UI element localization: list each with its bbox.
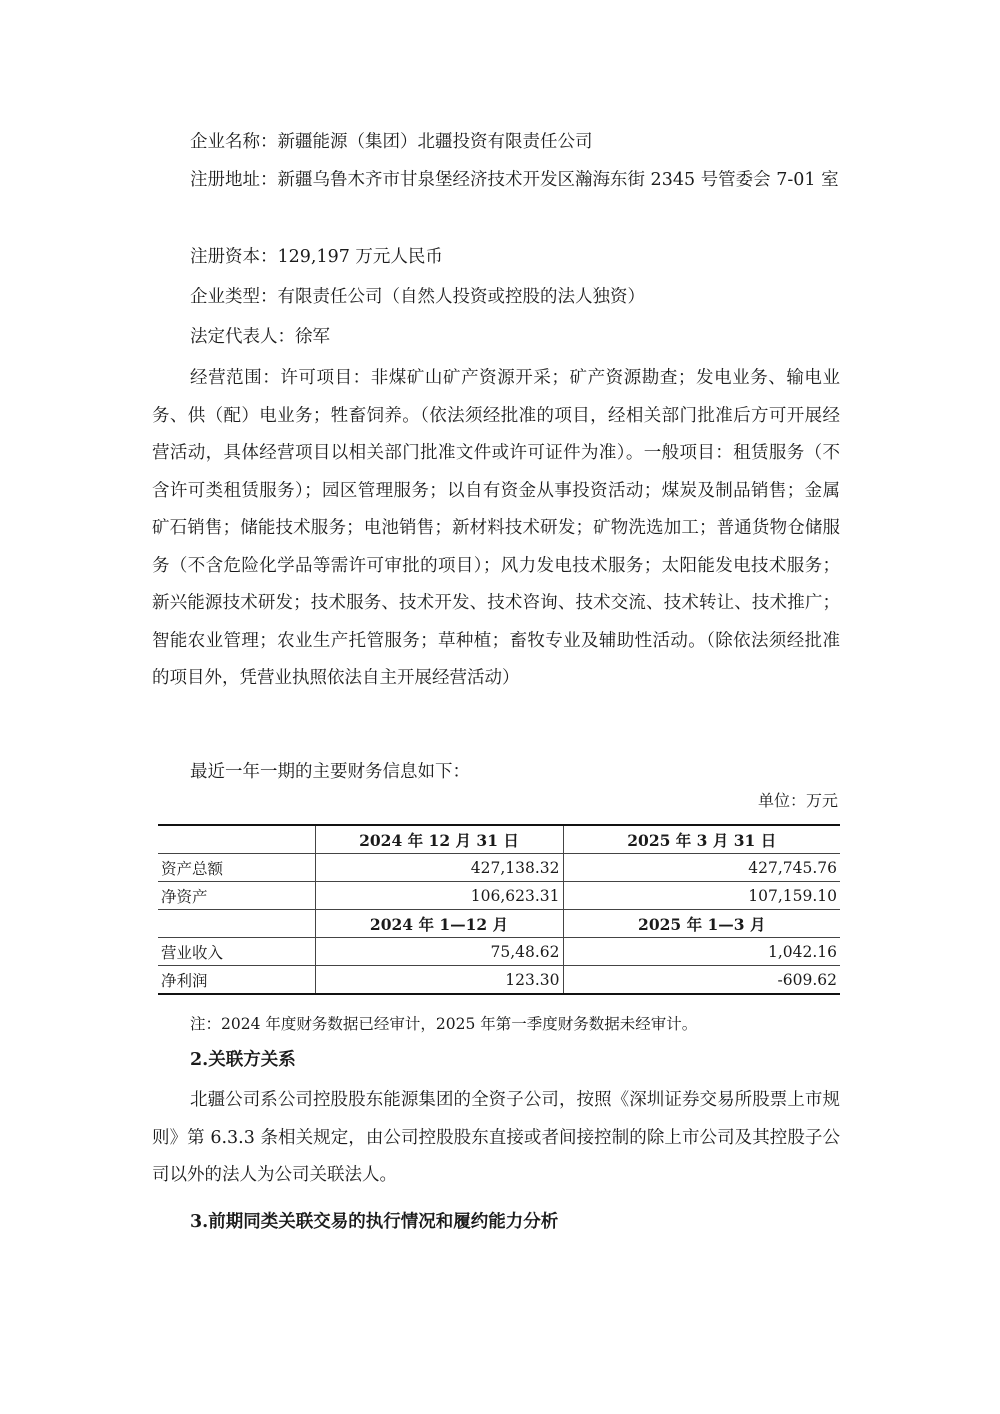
table-header-cell: 2024 年 12 月 31 日 [315,825,563,854]
section-heading-related-party: 2.关联方关系 [190,1050,296,1070]
table-header-cell: 2025 年 3 月 31 日 [563,825,840,854]
finance-intro: 最近一年一期的主要财务信息如下： [190,762,470,782]
table-row [158,966,840,995]
table-cell: 75,48.62 [315,938,563,966]
related-party-body: 北疆公司系公司控股股东能源集团的全资子公司，按照《深圳证券交易所股票上市规则》第 6.3.3 条相关规定，由公司控股股东直接或者间接控制的除上市公司及其控股子公司以外的法人为公司关联法人。 [152,1090,840,1185]
table-header-row [158,910,840,938]
legal-representative: 法定代表人：徐军 [190,327,330,347]
table-cell: 427,138.32 [315,854,563,882]
table-cell: 427,745.76 [563,854,840,882]
table-row [158,854,840,882]
table-header-blank [158,910,315,938]
row-label: 净资产 [158,882,315,910]
table-row [158,938,840,966]
unit-label: 单位：万元 [757,791,838,810]
table-cell: 1,042.16 [563,938,840,966]
financial-table [158,824,840,995]
business-scope: 经营范围：许可项目：非煤矿山矿产资源开采；矿产资源勘查；发电业务、输电业务、供（配）电业务；牲畜饲养。（依法须经批准的项目，经相关部门批准后方可开展经营活动，具体经营项目以相关部门批准文件或许可证件为准）。一般项目：租赁服务（不含许可类租赁服务）；园区管理服务；以自有资金从事投资活动；煤炭及制品销售；金属矿石销售；储能技术服务；电池销售；新材料技术研发；矿物洗选加工；普通货物仓储服务（不含危险化学品等需许可审批的项目）；风力发电技术服务；太阳能发电技术服务；新兴能源技术研发；技术服务、技术开发、技术咨询、技术交流、技术转让、技术推广；智能农业管理；农业生产托管服务；草种植；畜牧专业及辅助性活动。（除依法须经批准的项目外，凭营业执照依法自主开展经营活动） [152,368,840,688]
row-label: 资产总额 [158,854,315,882]
row-label: 营业收入 [158,938,315,966]
registered-capital: 注册资本：129,197 万元人民币 [190,247,443,267]
table-note: 注：2024 年度财务数据已经审计，2025 年第一季度财务数据未经审计。 [190,1015,698,1033]
table-header-row [158,825,840,854]
table-cell: -609.62 [563,966,840,995]
section-heading-prior-transactions: 3.前期同类关联交易的执行情况和履约能力分析 [190,1212,559,1232]
company-name: 企业名称：新疆能源（集团）北疆投资有限责任公司 [190,132,593,152]
enterprise-type: 企业类型：有限责任公司（自然人投资或控股的法人独资） [190,287,645,307]
row-label: 净利润 [158,966,315,995]
table-row [158,882,840,910]
table-header-cell: 2024 年 1—12 月 [315,910,563,938]
table-cell: 106,623.31 [315,882,563,910]
registered-address: 注册地址：新疆乌鲁木齐市甘泉堡经济技术开发区瀚海东街 2345 号管委会 7-01 室 [190,170,839,190]
table-header-cell: 2025 年 1—3 月 [563,910,840,938]
table-cell: 123.30 [315,966,563,995]
table-header-blank [158,825,315,854]
table-cell: 107,159.10 [563,882,840,910]
